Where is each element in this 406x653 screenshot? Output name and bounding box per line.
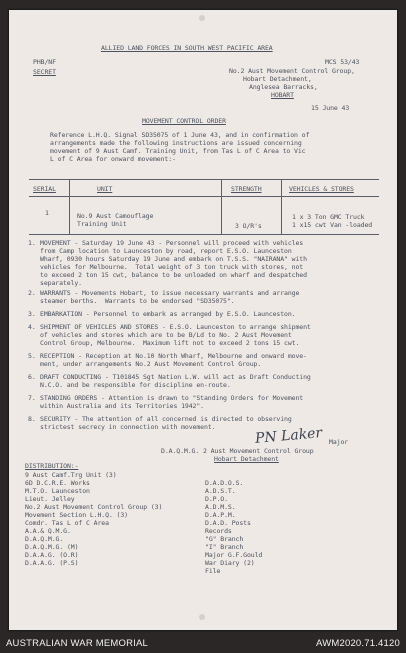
paragraph-line: separately. [40,279,82,287]
distribution-item: D.P.O. [205,495,228,503]
distribution-item: D.A.D. Posts [205,519,251,527]
distribution-item: A.D.M.S. [205,503,236,511]
table-top-rule [29,179,379,180]
table-header-unit: UNIT [97,185,113,193]
paragraph-number: 8. [28,415,36,423]
distribution-item: D.A.A.G. (P.S) [25,559,79,567]
paragraph-line: STANDING ORDERS - Attention is drawn to "Standing Orders for Movement [40,394,304,402]
paragraph-number: 3. [28,310,36,318]
paragraph-line: steamer berths. Warrants to be endorsed "SD35075". [40,297,235,305]
table-cell-unit: Training Unit [77,220,127,228]
address-line: Hobart Detachment, [243,75,312,83]
classification-label: SECRET [33,68,56,76]
distribution-item: No.2 Aust Movement Control Group (3) [25,503,163,511]
table-cell-strength: 3 O/R's [235,222,262,230]
footer-institution: AUSTRALIAN WAR MEMORIAL [6,638,149,649]
archive-footer [0,634,406,653]
paragraph-number: 4. [28,323,36,331]
paragraph-line: SHIPMENT OF VEHICLES AND STORES - E.S.O. Launceston to arrange shipment [40,323,311,331]
paragraph-line: RECEPTION - Reception at No.10 North Wharf, Melbourne and onward move- [40,352,307,360]
distribution-item: D.A.Q.M.G. (M) [25,543,79,551]
distribution-item: A.D.S.T. [205,487,236,495]
table-cell-vehicles: 1 x15 cwt Van -loaded [292,221,373,229]
distribution-heading: DISTRIBUTION:- [25,462,79,470]
signatory-rank: Major [329,438,349,446]
address-line: HOBART [271,91,294,99]
table-header-rule [29,196,379,197]
paragraph-number: 6. [28,373,36,381]
distribution-item: 6D D.C.R.E. Works [25,479,90,487]
paragraph-line: ment, under arrangements No.2 Aust Movement Control Group. [40,360,262,368]
paragraph-line: EMBARKATION - Personnel to embark as arranged by E.S.O. Launceston. [40,310,296,318]
document-page [9,10,397,630]
signatory-appointment: D.A.Q.M.G. 2 Aust Movement Control Group [161,447,314,455]
punch-hole [199,15,205,21]
intro-line: L of C Area for onward movement:- [50,155,176,163]
table-cell-unit: No.9 Aust Camouflage [77,212,154,220]
distribution-item: Records [205,527,232,535]
table-column-divider [69,179,70,234]
paragraph-number: 2. [28,289,36,297]
table-column-divider [281,179,282,234]
distribution-item: D.A.D.O.S. [205,479,244,487]
paragraph-line: to exceed 2 ton 15 cwt, balance to be unloaded on wharf and despatched [40,271,307,279]
distribution-item: 9 Aust Camf.Trg Unit (3) [25,471,117,479]
table-header-strength: STRENGTH [231,185,262,193]
paragraph-line: within Australia and its Territories 1942". [40,402,204,410]
punch-hole [199,614,205,620]
paragraph-line: SECURITY - The attention of all concerned is directed to observing [40,415,292,423]
table-header-vehicles: VEHICLES & STORES [289,185,354,193]
distribution-item: M.T.O. Launceston [25,487,90,495]
paragraph-line: of vehicles and stores which are to be B/Ld to No. 2 Aust Movement [40,331,292,339]
paragraph-line: N.C.O. and be responsible for discipline en-route. [40,381,231,389]
distribution-item: D.A.A.G. (O.R) [25,551,79,559]
paragraph-number: 7. [28,394,36,402]
distribution-item: Major G.F.Gould [205,551,263,559]
file-reference: PHB/NF [33,58,56,66]
distribution-item: "I" Branch [205,543,244,551]
paragraph-line: vehicles for Melbourne. Total weight of 3 ton truck with stores, not [40,263,304,271]
intro-line: arrangements made the following instructions are issued concerning [50,139,302,147]
document-header-title: ALLIED LAND FORCES IN SOUTH WEST PACIFIC AREA [101,44,273,52]
document-date: 15 June 43 [311,104,350,112]
table-header-serial: SERIAL [33,185,56,193]
distribution-item: Lieut. Jelley [25,495,75,503]
paragraph-number: 5. [28,352,36,360]
paragraph-line: DRAFT CONDUCTING - T101845 Sgt Nation L.W. will act as Draft Conducting [40,373,311,381]
signatory-detachment: Hobart Detachment [214,455,279,463]
distribution-item: A.A.& Q.M.G. [25,527,71,535]
table-bottom-rule [29,234,379,235]
distribution-item: File [205,567,221,575]
paragraph-line: Wharf, 0930 hours Saturday 19 June and embark on T.S.S. "NAIRANA" with [40,255,307,263]
distribution-item: D.A.Q.M.G. [25,535,64,543]
paragraph-line: from Camp location to Launceston by road, report E.S.O. Launceston [40,247,292,255]
order-reference: MCS 53/43 [325,58,360,66]
paragraph-line: WARRANTS - Movements Hobart, to issue necessary warrants and arrange [40,289,300,297]
table-cell-serial: 1 [45,209,49,217]
distribution-item: "G" Branch [205,535,244,543]
distribution-item: Comdr. Tas L of C Area [25,519,109,527]
paragraph-line: strictest secrecy in connection with movement. [40,423,216,431]
table-cell-vehicles: 1 x 3 Ton GMC Truck [292,213,365,221]
order-title: MOVEMENT CONTROL ORDER [142,117,226,125]
distribution-item: War Diary (2) [205,559,255,567]
distribution-item: Movement Section L.H.Q. (3) [25,511,128,519]
handwritten-signature: PN Laker [254,425,323,447]
address-line: Anglesea Barracks, [249,83,318,91]
distribution-item: D.A.P.M. [205,511,236,519]
paragraph-number: 1. [28,239,36,247]
intro-line: Reference L.H.Q. Signal SD35075 of 1 June 43, and in confirmation of [50,131,310,139]
address-line: No.2 Aust Movement Control Group, [229,67,355,75]
paragraph-line: Control Group, Melbourne. Maximum lift not to exceed 2 tons 15 cwt. [40,339,300,347]
table-column-divider [221,179,222,234]
intro-line: movement of 9 Aust Camf. Training Unit, from Tas L of C Area to Vic [50,147,306,155]
footer-accession-number: AWM2020.71.4120 [316,638,400,649]
paragraph-line: MOVEMENT - Saturday 19 June 43 - Personnel will proceed with vehicles [40,239,304,247]
